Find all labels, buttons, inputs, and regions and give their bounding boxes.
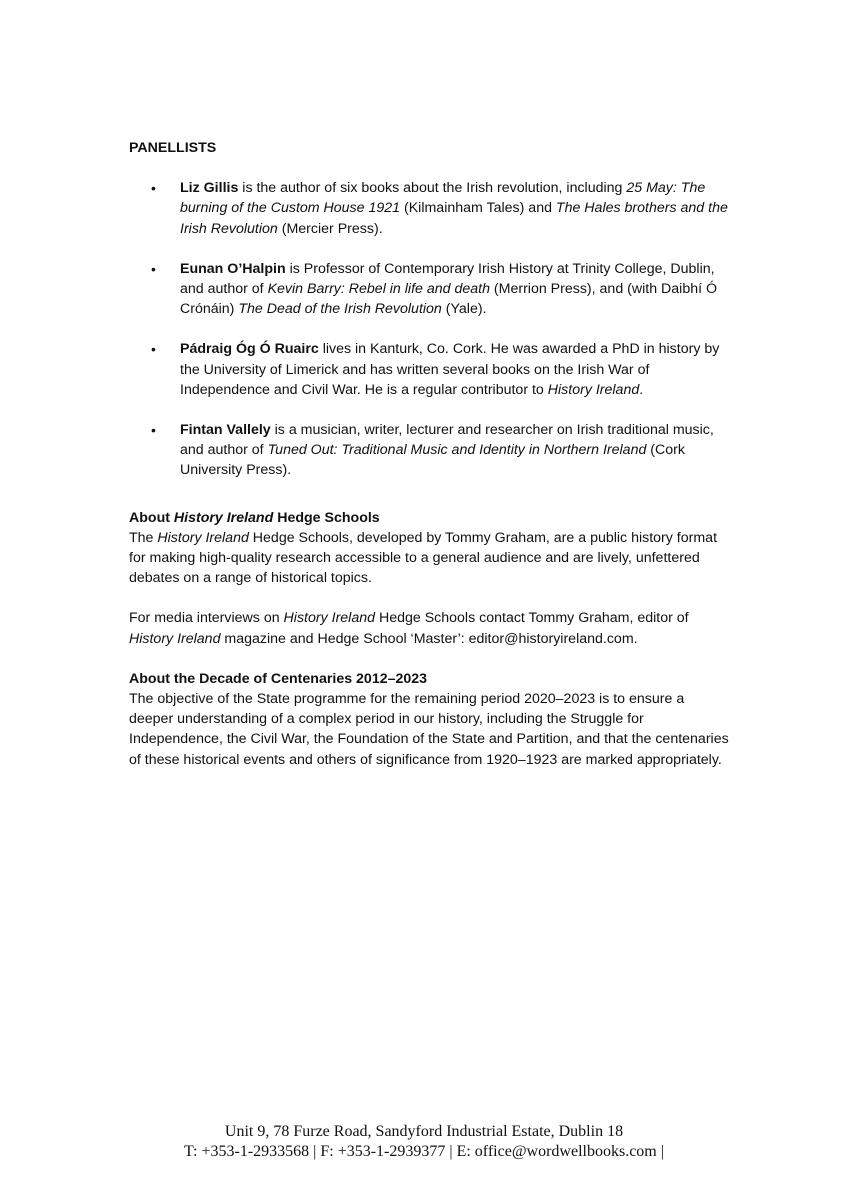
heading-text: About (129, 509, 174, 526)
book-title: 25 May: The burning of the Custom House 1921 (180, 180, 706, 217)
list-item (129, 339, 729, 400)
media-contact-paragraph (129, 608, 729, 648)
magazine-title: History Ireland (157, 529, 249, 546)
bullet-icon: • (151, 341, 156, 358)
panellists-heading: PANELLISTS (129, 140, 217, 156)
list-item (129, 420, 729, 481)
bullet-icon: • (151, 422, 156, 439)
para-text: magazine and Hedge School ‘Master’: editor@historyireland.com. (220, 630, 638, 647)
panellist-name: Fintan Vallely (180, 422, 271, 439)
para-text: The (129, 529, 158, 546)
book-title: Kevin Barry: Rebel in life and death (267, 281, 490, 298)
decade-description: The objective of the State programme for the remaining period 2020–2023 is to ensure a deeper understanding of a complex period in our history, including the Struggle for Independence, the Civil War, the Foundation of the State and Partition, and that the centenaries of these historical events and others of significance from 1920–1923 are marked appropriately. (129, 691, 729, 768)
bullet-icon: • (151, 180, 156, 197)
panellist-text: is the author of six books about the Irish revolution, including (238, 180, 627, 197)
magazine-title: History Ireland (283, 610, 376, 627)
page-footer (0, 1122, 848, 1162)
hedge-schools-description (129, 528, 729, 589)
panellist-text: (Cork University Press). (180, 442, 685, 479)
about-decade-section (129, 669, 729, 770)
para-text: Hedge Schools contact Tommy Graham, editor of (375, 610, 689, 627)
list-item (129, 259, 729, 320)
panellist-name: Liz Gillis (180, 180, 239, 197)
panellist-name: Pádraig Óg Ó Ruairc (180, 341, 319, 358)
para-text: Hedge Schools, developed by Tommy Graham, are a public history format for making high-quality research accessible to a general audience and are lively, unfettered debates on a range of historical topics. (129, 529, 718, 587)
about-hedge-schools-heading (129, 508, 729, 528)
document-body (129, 138, 729, 770)
book-title: Tuned Out: Traditional Music and Identity in Northern Ireland (267, 442, 647, 459)
magazine-title: History Ireland (129, 630, 221, 647)
about-decade-heading: About the Decade of Centenaries 2012–2023 (129, 670, 428, 687)
heading-text: Hedge Schools (273, 509, 380, 526)
magazine-title: History Ireland (547, 381, 640, 398)
book-title: The Hales brothers and the Irish Revolution (180, 200, 728, 237)
footer-contact: T: +353-1-2933568 | F: +353-1-2939377 | E: office@wordwellbooks.com | (184, 1143, 664, 1160)
para-text: For media interviews on (129, 610, 284, 627)
panellists-list (129, 178, 729, 480)
book-title: The Dead of the Irish Revolution (238, 301, 442, 318)
panellist-text: (Kilmainham Tales) and (400, 200, 556, 217)
panellist-text: (Yale). (441, 301, 487, 318)
panellist-text: . (639, 381, 644, 398)
panellist-text: lives in Kanturk, Co. Cork. He was awarded a PhD in history by the University of Limerick and has written several books on the Irish War of Independence and Civil War. He is a regular contributor to (180, 341, 720, 398)
panellist-name: Eunan O’Halpin (180, 260, 286, 277)
list-item (129, 178, 729, 239)
panellist-text: (Merrion Press), and (with Daibhí Ó Crónáin) (180, 281, 718, 318)
panellist-text: is a musician, writer, lecturer and researcher on Irish traditional music, and author of (180, 422, 714, 459)
panellist-text: is Professor of Contemporary Irish History at Trinity College, Dublin, and author of (180, 260, 715, 298)
bullet-icon: • (151, 260, 156, 277)
panellist-text: (Mercier Press). (277, 220, 383, 237)
footer-address: Unit 9, 78 Furze Road, Sandyford Industrial Estate, Dublin 18 (224, 1123, 624, 1140)
about-hedge-schools-section (129, 508, 729, 649)
heading-italic: History Ireland (173, 509, 274, 526)
